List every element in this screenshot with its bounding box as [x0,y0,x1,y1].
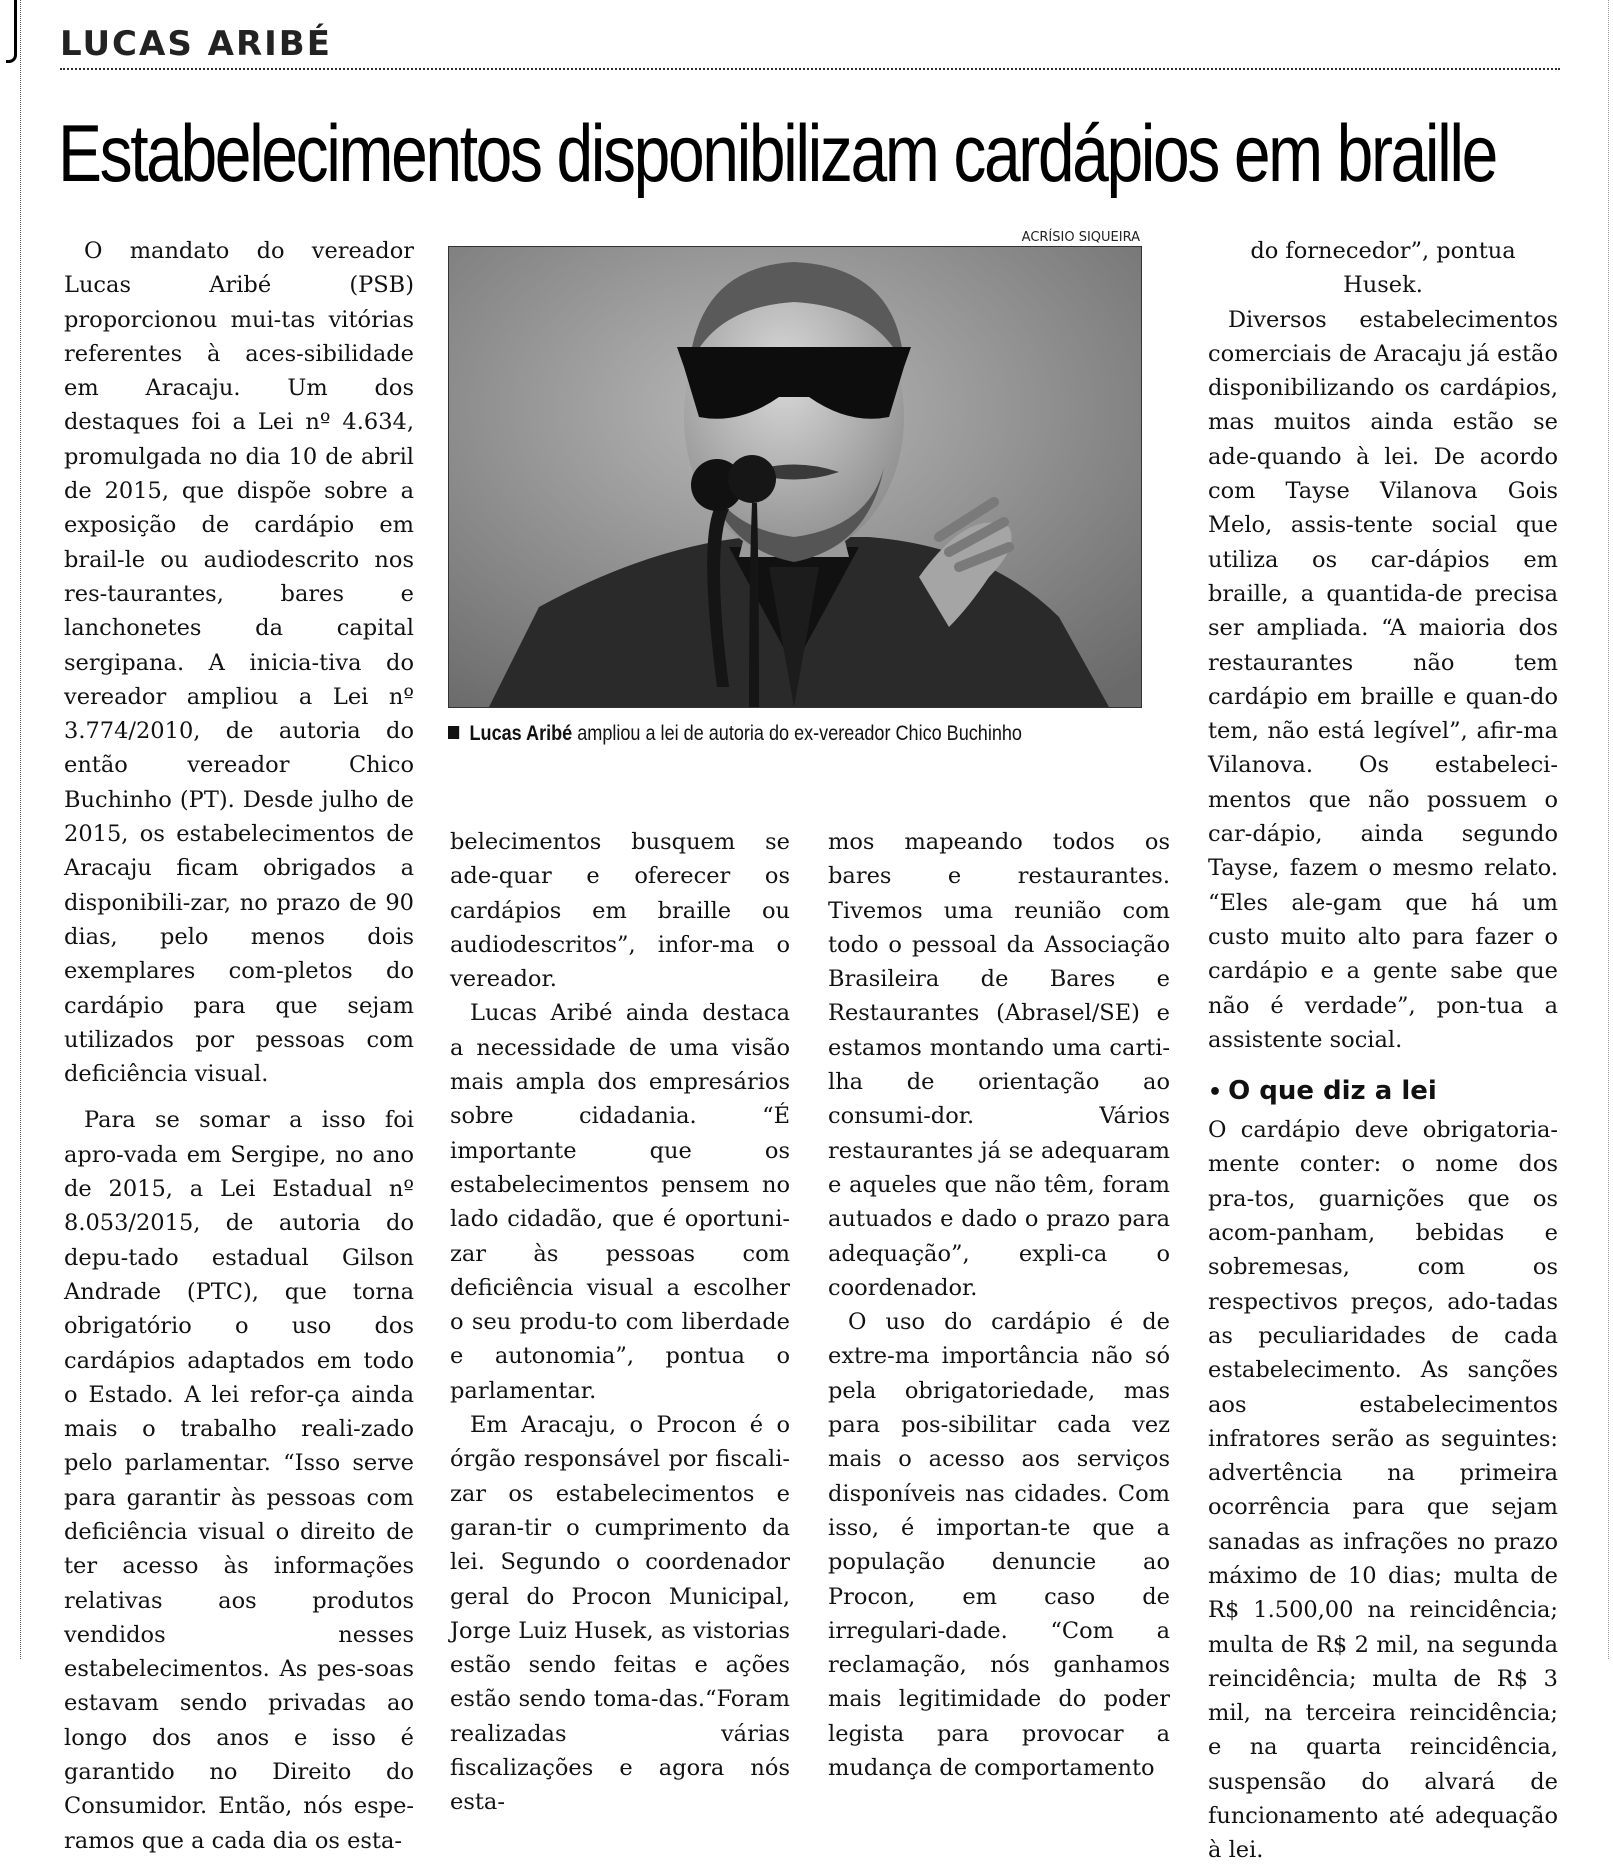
caption-text: ampliou a lei de autoria do ex-vereador Chico Buchinho [572,722,1022,745]
subhead-text: O que diz a lei [1228,1076,1437,1107]
photo-credit: ACRÍSIO SIQUEIRA [1021,230,1140,245]
article-column-2 [450,825,790,1820]
section-kicker [60,24,1560,70]
photo-illustration [449,247,1141,707]
article-photo [448,246,1142,708]
paragraph: do fornecedor”, pontua Husek. [1250,238,1516,299]
scan-mark [6,0,17,63]
paragraph: mos mapeando todos os bares e restaurantes. Tivemos uma reunião com todo o pessoal da Associação Brasileira de Bares e Restaurantes (Abrasel/SE) e estamos montando uma carti-lha de orientação ao consumi-dor. Vários restaurantes já se adequaram e aqueles que não têm, foram autuados e dado o prazo para adequação”, expli-ca o coordenador. [828,829,1170,1301]
bullet-icon: • [1208,1080,1223,1106]
caption-marker-icon [448,726,459,739]
caption-name: Lucas Aribé [469,722,573,745]
sidebar-subhead [1208,1071,1558,1113]
paragraph: Em Aracaju, o Procon é o órgão responsável por fiscali-zar os estabelecimentos e garan-tir o cumprimento da lei. Segundo o coordenador geral do Procon Municipal, Jorge Luiz Husek, as vistorias estão sendo feitas e ações estão sendo toma-das.“Foram realizadas várias fiscalizações e agora nós esta- [450,1412,790,1816]
paragraph: O uso do cardápio é de extre-ma importância não só pela obrigatoriedade, mas para pos-sibilitar cada vez mais o acesso aos serviços disponíveis nas cidades. Com isso, é importan-te que a população denuncie ao Procon, em caso de irregulari-dade. “Com a reclamação, nós ganhamos mais legitimidade do poder legista para provocar a mudança de comportamento [828,1309,1170,1782]
scan-edge-left [0,0,21,1659]
photo-caption [448,722,1067,746]
paragraph: Lucas Aribé ainda destaca a necessidade de uma visão mais ampla dos empresários sobre cidadania. “É importante que os estabelecimentos pensem no lado cidadão, que é oportuni-zar às pessoas com deficiência visual a escolher o seu produ-to com liberdade e autonomia”, pontua o parlamentar. [450,1000,790,1404]
paragraph: O cardápio deve obrigatoria-mente conter: o nome dos pra-tos, guarnições que os acom-panham, bebidas e sobremesas, com os respectivos preços, ado-tadas as peculiaridades de cada estabelecimento. As sanções aos estabelecimentos infratores serão as seguintes: advertência na primeira ocorrência para que sejam sanadas as infrações no prazo máximo de 10 dias; multa de R$ 1.500,00 na reincidência; multa de R$ 2 mil, na segunda reincidência; multa de R$ 3 mil, na terceira reincidência; e na quarta reincidência, suspensão do alvará de funcionamento até adequação à lei. [1208,1117,1558,1864]
paragraph: O mandato do vereador Lucas Aribé (PSB) proporcionou mui-tas vitórias referentes à aces-sibilidade em Aracaju. Um dos destaques foi a Lei nº 4.634, promulgada no dia 10 de abril de 2015, que dispõe sobre a exposição de cardápio em brail-le ou audiodescrito nos res-taurantes, bares e lanchonetes da capital sergipana. A inicia-tiva do vereador ampliou a Lei nº 3.774/2010, de autoria do então vereador Chico Buchinho (PT). Desde julho de 2015, os estabelecimentos de Aracaju ficam obrigados a disponibili-zar, no prazo de 90 dias, pelo menos dois exemplares com-pletos do cardápio para que sejam utilizados por pessoas com deficiência visual. [64,238,414,1088]
paragraph: Para se somar a isso foi apro-vada em Sergipe, no ano de 2015, a Lei Estadual nº 8.053/2015, de autoria do depu-tado estadual Gilson Andrade (PTC), que torna obrigatório o uso dos cardápios adaptados em todo o Estado. A lei refor-ça ainda mais o trabalho reali-zado pelo parlamentar. “Isso serve para garantir às pessoas com deficiência visual o direito de ter acesso às informações relativas aos produtos vendidos nesses estabelecimentos. As pes-soas estavam sendo privadas ao longo dos anos e isso é garantido no Direito do Consumidor. Então, nós espe-ramos que a cada dia os esta- [64,1107,414,1854]
paragraph: belecimentos busquem se ade-quar e oferecer os cardápios em braille ou audiodescritos”, infor-ma o vereador. [450,829,790,993]
page-title: Estabelecimentos disponibilizam cardápios em braille [58,108,1496,199]
scan-edge-right [1607,0,1609,1659]
paragraph: Diversos estabelecimentos comerciais de Aracaju já estão disponibilizando os cardápios, mas muitos ainda estão se ade-quando à lei. De acordo com Tayse Vilanova Gois Melo, assis-tente social que utiliza os car-dápios em braille, a quantida-de precisa ser ampliada. “A maioria dos restaurantes não tem cardápio em braille e quan-do tem, não está legível”, afir-ma Vilanova. Os estabeleci-mentos que não possuem o car-dápio, ainda segundo Tayse, fazem o mesmo relato. “Eles ale-gam que há um custo muito alto para fazer o cardápio e a gente sabe que não é verdade”, pon-tua a assistente social. [1208,306,1558,1053]
article-column-1 [64,234,414,1858]
kicker-text: LUCAS ARIBÉ [60,24,332,64]
article-column-4 [1208,234,1558,1868]
article-column-3 [828,825,1170,1785]
